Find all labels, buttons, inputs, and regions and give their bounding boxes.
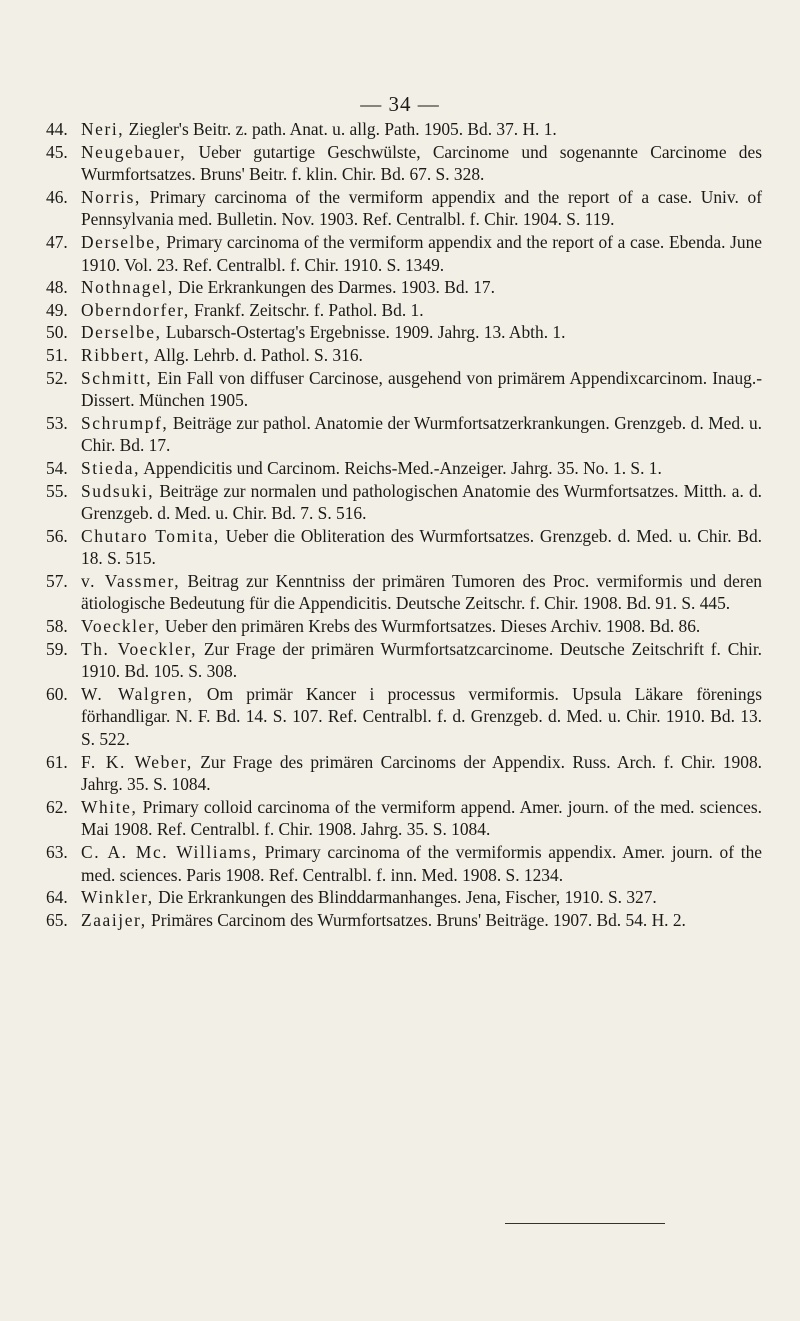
reference-entry xyxy=(46,525,762,570)
reference-text xyxy=(81,615,762,638)
reference-number: 62. xyxy=(46,796,68,817)
reference-number: 53. xyxy=(46,412,68,433)
reference-author: Voeckler, xyxy=(81,616,161,637)
reference-number: 50. xyxy=(46,322,68,343)
reference-text xyxy=(81,480,762,525)
reference-entry xyxy=(46,841,762,886)
reference-text xyxy=(81,909,762,932)
reference-citation: Zur Frage des primären Carcinoms der Appendix. Russ. Arch. f. Chir. 1908. Jahrg. 35. S. 1084. xyxy=(81,751,762,795)
reference-text xyxy=(81,276,762,299)
reference-text xyxy=(81,412,762,457)
reference-citation: Die Erkrankungen des Darmes. 1903. Bd. 17. xyxy=(173,277,495,298)
reference-number: 52. xyxy=(46,367,68,388)
reference-text xyxy=(81,841,762,886)
reference-entry xyxy=(46,141,762,186)
reference-author: Neri, xyxy=(81,119,125,139)
reference-author: Schmitt, xyxy=(81,367,153,388)
reference-citation: Primary colloid carcinoma of the vermiform append. Amer. journ. of the med. sciences. Mai 1908. Ref. Centralbl. f. Chir. 1908. Jahrg. 35. S. 1084. xyxy=(81,796,762,840)
reference-number: 65. xyxy=(46,909,68,930)
reference-author: Neugebauer, xyxy=(81,141,187,162)
reference-text xyxy=(81,231,762,276)
reference-number: 55. xyxy=(46,480,68,501)
reference-citation: Beiträge zur pathol. Anatomie der Wurmfortsatzerkrankungen. Grenzgeb. d. Med. u. Chir. Bd. 17. xyxy=(81,412,762,456)
reference-number: 63. xyxy=(46,842,68,862)
reference-citation: Ein Fall von diffuser Carcinose, ausgehend von primärem Appendixcarcinom. Inaug.-Dissert. München 1905. xyxy=(81,367,762,411)
reference-author: Chutaro Tomita, xyxy=(81,525,220,546)
reference-citation: Ueber gutartige Geschwülste, Carcinome und sogenannte Carcinome des Wurmfortsatzes. Bruns' Beitr. f. klin. Chir. Bd. 67. S. 328. xyxy=(81,141,762,185)
reference-number: 58. xyxy=(46,616,68,637)
reference-citation: Primary carcinoma of the vermiform appendix and the report of a case. Univ. of Pennsylvania med. Bulletin. Nov. 1903. Ref. Centralbl. f. Chir. 1904. S. 119. xyxy=(81,186,762,230)
reference-citation: Ueber den primären Krebs des Wurmfortsatzes. Dieses Archiv. 1908. Bd. 86. xyxy=(160,616,701,637)
reference-author: Derselbe, xyxy=(81,231,162,252)
reference-author: Th. Voeckler, xyxy=(81,638,198,659)
reference-number: 45. xyxy=(46,141,68,162)
reference-text xyxy=(81,367,762,412)
reference-citation: Ziegler's Beitr. z. path. Anat. u. allg. Path. 1905. Bd. 37. H. 1. xyxy=(124,119,557,139)
reference-citation: Primäres Carcinom des Wurmfortsatzes. Bruns' Beiträge. 1907. Bd. 54. H. 2. xyxy=(146,909,686,930)
reference-entry xyxy=(46,118,762,141)
page-number: — 34 — xyxy=(360,92,440,116)
reference-author: Stieda, xyxy=(81,457,141,478)
reference-entry xyxy=(46,638,762,683)
reference-citation: Zur Frage der primären Wurmfortsatzcarcinome. Deutsche Zeitschrift f. Chir. 1910. Bd. 105. S. 308. xyxy=(81,638,763,682)
reference-text xyxy=(81,321,762,344)
reference-citation: Primary carcinoma of the vermiformis appendix. Amer. journ. of the med. sciences. Paris 1908. Ref. Centralbl. f. inn. Med. 1908. S. 1234. xyxy=(81,842,762,885)
reference-text xyxy=(81,683,762,751)
reference-number: 64. xyxy=(46,887,68,908)
reference-entry xyxy=(46,299,762,322)
reference-author: F. K. Weber, xyxy=(81,751,193,772)
reference-author: Zaaijer, xyxy=(81,909,147,930)
reference-author: Norris, xyxy=(81,186,141,207)
reference-number: 51. xyxy=(46,344,68,365)
reference-citation: Allg. Lehrb. d. Pathol. S. 316. xyxy=(150,344,363,365)
reference-entry xyxy=(46,186,762,231)
reference-number: 46. xyxy=(46,186,68,207)
reference-citation: Om primär Kancer i processus vermiformis. Upsula Läkare förenings förhandligar. N. F. Bd. 14. S. 107. Ref. Centralbl. f. d. Grenzgeb. d. Med. u. Chir. 1910. Bd. 13. S. 522. xyxy=(81,683,762,750)
reference-citation: Frankf. Zeitschr. f. Pathol. Bd. 1. xyxy=(189,299,424,320)
reference-citation: Ueber die Obliteration des Wurmfortsatzes. Grenzgeb. d. Med. u. Chir. Bd. 18. S. 515. xyxy=(81,525,762,569)
reference-text xyxy=(81,141,762,186)
reference-text xyxy=(81,638,762,683)
reference-entry xyxy=(46,412,762,457)
reference-number: 56. xyxy=(46,525,68,546)
reference-author: Ribbert, xyxy=(81,344,151,365)
reference-number: 47. xyxy=(46,231,68,252)
reference-entry xyxy=(46,344,762,367)
reference-author: Oberndorfer, xyxy=(81,299,190,320)
reference-number: 59. xyxy=(46,638,68,659)
reference-number: 49. xyxy=(46,299,68,320)
reference-entry xyxy=(46,909,762,932)
reference-text xyxy=(81,886,762,909)
reference-entry xyxy=(46,480,762,525)
reference-number: 48. xyxy=(46,277,68,298)
reference-text xyxy=(81,751,762,796)
reference-number: 54. xyxy=(46,457,68,478)
reference-entry xyxy=(46,615,762,638)
reference-citation: Lubarsch-Ostertag's Ergebnisse. 1909. Jahrg. 13. Abth. 1. xyxy=(161,322,566,343)
reference-text xyxy=(81,457,762,480)
reference-text xyxy=(81,525,762,570)
reference-citation: Primary carcinoma of the vermiform appendix and the report of a case. Ebenda. June 1910. Vol. 23. Ref. Centralbl. f. Chir. 1910. S. 1349. xyxy=(81,231,762,275)
reference-entry xyxy=(46,321,762,344)
reference-entry xyxy=(46,570,762,615)
reference-number: 61. xyxy=(46,751,68,772)
reference-number: 57. xyxy=(46,570,68,591)
reference-text xyxy=(81,344,762,367)
reference-text xyxy=(81,570,762,615)
reference-entry xyxy=(46,886,762,909)
reference-citation: Beitrag zur Kenntniss der primären Tumoren des Proc. vermiformis und deren ätiologische Bedeutung für die Appendicitis. Deutsche Zeitschr. f. Chir. 1908. Bd. 91. S. 445. xyxy=(81,570,762,614)
reference-entry xyxy=(46,231,762,276)
reference-author: Sudsuki, xyxy=(81,480,155,501)
reference-entry xyxy=(46,457,762,480)
reference-entry xyxy=(46,683,762,751)
reference-text xyxy=(81,186,762,231)
reference-citation: Die Erkrankungen des Blinddarmanhanges. Jena, Fischer, 1910. S. 327. xyxy=(153,887,657,908)
reference-entry xyxy=(46,796,762,841)
reference-text xyxy=(81,796,762,841)
reference-entry xyxy=(46,751,762,796)
reference-author: Derselbe, xyxy=(81,322,162,343)
reference-entry xyxy=(46,276,762,299)
reference-citation: Beiträge zur normalen und pathologischen Anatomie des Wurmfortsatzes. Mitth. a. d. Grenzgeb. d. Med. u. Chir. Bd. 7. S. 516. xyxy=(81,480,762,524)
reference-list xyxy=(46,118,762,931)
reference-text xyxy=(81,299,762,322)
reference-author: Schrumpf, xyxy=(81,412,169,433)
reference-author: Winkler, xyxy=(81,887,154,908)
closing-rule xyxy=(505,1223,665,1224)
reference-citation: Appendicitis und Carcinom. Reichs-Med.-Anzeiger. Jahrg. 35. No. 1. S. 1. xyxy=(140,457,662,478)
reference-author: W. Walgren, xyxy=(81,683,194,704)
reference-author: C. A. Mc. Williams, xyxy=(81,842,258,862)
reference-author: v. Vassmer, xyxy=(81,570,181,591)
reference-number: 44. xyxy=(46,119,68,139)
reference-number: 60. xyxy=(46,683,68,704)
reference-author: Nothnagel, xyxy=(81,277,174,298)
reference-entry xyxy=(46,367,762,412)
reference-text xyxy=(81,118,762,141)
reference-author: White, xyxy=(81,796,138,817)
